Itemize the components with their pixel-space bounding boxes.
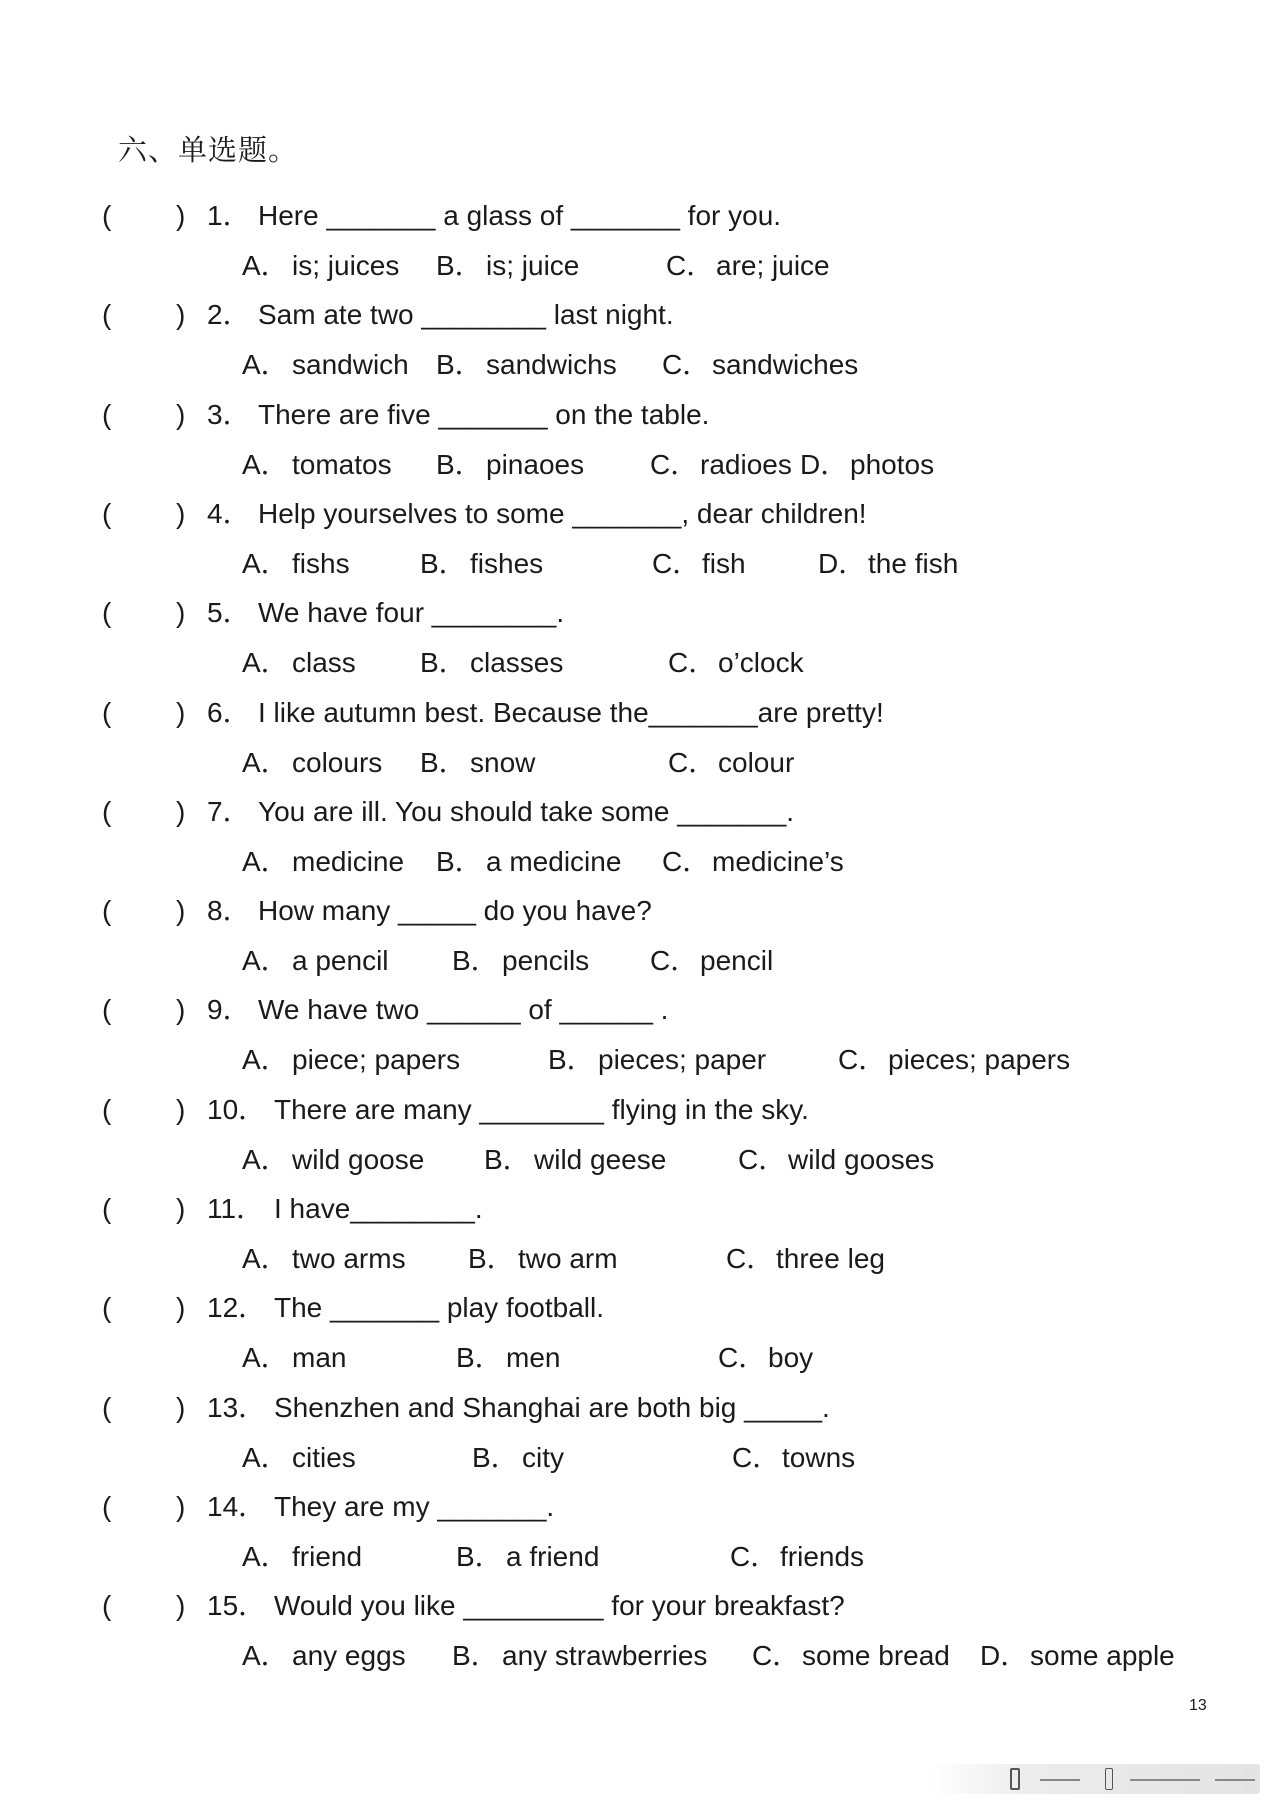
answer-paren-open: ( — [102, 1590, 112, 1622]
option-letter: B． — [420, 547, 467, 579]
toolbar-divider — [1215, 1779, 1255, 1781]
answer-option — [662, 842, 844, 882]
option-letter: B． — [456, 1540, 503, 1572]
option-letter: C． — [726, 1243, 775, 1274]
answer-option — [456, 1537, 599, 1577]
option-letter: B． — [436, 250, 483, 281]
option-letter: C． — [752, 1640, 801, 1672]
answer-option — [242, 345, 409, 385]
option-text: classes — [470, 647, 564, 679]
option-text: friends — [780, 1540, 865, 1572]
option-text: friend — [292, 1540, 363, 1572]
option-letter: C． — [668, 647, 717, 679]
question-number: 11． — [207, 1193, 265, 1224]
answer-option — [752, 1636, 950, 1676]
answer-paren-close: ) — [176, 895, 186, 927]
answer-paren-open: ( — [102, 895, 112, 927]
answer-option — [420, 544, 543, 584]
answer-option — [242, 1438, 356, 1478]
question-text: I like autumn best. Because the_______are pretty! — [258, 696, 884, 728]
question-text: How many _____ do you have? — [258, 895, 652, 927]
answer-option — [800, 445, 934, 485]
option-text: fish — [702, 547, 746, 579]
answer-option — [548, 1040, 766, 1080]
question-number: 2． — [207, 299, 251, 331]
option-letter: B． — [456, 1342, 503, 1374]
option-letter: B． — [436, 349, 483, 381]
option-text: any eggs — [292, 1640, 406, 1672]
option-text: some apple — [1030, 1640, 1175, 1672]
answer-paren-close: ) — [176, 200, 186, 231]
option-letter: B． — [468, 1243, 515, 1274]
answer-option — [436, 345, 617, 385]
answer-option — [242, 743, 382, 783]
answer-option — [468, 1239, 618, 1279]
option-letter: C． — [650, 448, 699, 480]
option-letter: C． — [662, 349, 711, 381]
answer-option — [980, 1636, 1175, 1676]
option-letter: A． — [242, 547, 289, 579]
option-letter: B． — [484, 1143, 531, 1175]
option-text: is; juices — [292, 250, 400, 281]
option-text: boy — [768, 1342, 814, 1374]
answer-paren-open: ( — [102, 1093, 112, 1125]
option-letter: A． — [242, 845, 289, 877]
option-text: fishs — [292, 547, 350, 579]
option-text: medicine’s — [712, 845, 844, 877]
answer-option — [452, 1636, 707, 1676]
option-text: is; juice — [486, 250, 580, 281]
option-text: wild gooses — [788, 1143, 935, 1175]
answer-paren-close: ) — [176, 994, 186, 1026]
option-text: colour — [718, 746, 795, 778]
answer-option — [242, 842, 404, 882]
question-number: 7． — [207, 795, 251, 827]
scroll-handle-icon[interactable] — [1105, 1768, 1113, 1790]
answer-option — [732, 1438, 855, 1478]
option-letter: C． — [652, 547, 701, 579]
answer-paren-open: ( — [102, 299, 112, 331]
answer-option — [666, 246, 830, 286]
question-text: The _______ play football. — [274, 1292, 605, 1324]
answer-paren-close: ) — [176, 1292, 186, 1324]
answer-option — [452, 941, 589, 981]
question-number: 5． — [207, 597, 251, 629]
option-text: man — [292, 1342, 347, 1374]
answer-paren-close: ) — [176, 795, 186, 827]
answer-paren-close: ) — [176, 497, 186, 529]
answer-option — [838, 1040, 1070, 1080]
answer-paren-open: ( — [102, 200, 112, 231]
option-letter: B． — [452, 1640, 499, 1672]
answer-option — [242, 246, 399, 286]
option-letter: B． — [420, 746, 467, 778]
option-text: class — [292, 647, 356, 679]
answer-option — [650, 941, 773, 981]
answer-paren-close: ) — [176, 299, 186, 331]
option-letter: A． — [242, 250, 289, 281]
option-letter: A． — [242, 1640, 289, 1672]
answer-option — [662, 345, 858, 385]
option-text: pencils — [502, 945, 590, 977]
answer-paren-close: ) — [176, 597, 186, 629]
option-text: piece; papers — [292, 1044, 461, 1076]
answer-paren-open: ( — [102, 597, 112, 629]
question-text: There are five _______ on the table. — [258, 398, 710, 430]
answer-option — [484, 1140, 666, 1180]
option-letter: B． — [472, 1441, 519, 1473]
option-letter: A． — [242, 1243, 289, 1274]
option-text: colours — [292, 746, 383, 778]
answer-paren-open: ( — [102, 1391, 112, 1423]
question-text: Here _______ a glass of _______ for you. — [258, 200, 782, 231]
option-letter: B． — [436, 448, 483, 480]
question-number: 8． — [207, 895, 251, 927]
option-letter: B． — [452, 945, 499, 977]
question-number: 9． — [207, 994, 251, 1026]
option-letter: C． — [666, 250, 715, 281]
question-text: We have four ________. — [258, 597, 565, 629]
answer-option — [456, 1338, 560, 1378]
answer-paren-close: ) — [176, 1590, 186, 1622]
answer-paren-close: ) — [176, 696, 186, 728]
option-text: radioes — [700, 448, 792, 480]
option-text: pieces; papers — [888, 1044, 1071, 1076]
option-text: snow — [470, 746, 536, 778]
answer-option — [668, 743, 794, 783]
option-letter: A． — [242, 349, 289, 381]
option-text: pieces; paper — [598, 1044, 767, 1076]
option-letter: C． — [732, 1441, 781, 1473]
question-text: They are my _______. — [274, 1490, 555, 1522]
option-letter: D． — [800, 448, 849, 480]
page-view-icon[interactable] — [1010, 1768, 1020, 1790]
option-text: sandwich — [292, 349, 409, 381]
question-number: 3． — [207, 398, 251, 430]
option-letter: A． — [242, 746, 289, 778]
answer-option — [726, 1239, 885, 1279]
question-text: Shenzhen and Shanghai are both big _____. — [274, 1391, 830, 1423]
question-number: 12． — [207, 1292, 267, 1324]
option-text: medicine — [292, 845, 405, 877]
option-letter: A． — [242, 1441, 289, 1473]
option-letter: B． — [436, 845, 483, 877]
question-number: 4． — [207, 497, 251, 529]
answer-paren-open: ( — [102, 994, 112, 1026]
answer-option — [652, 544, 746, 584]
option-letter: C． — [650, 945, 699, 977]
answer-option — [436, 842, 621, 882]
option-text: two arm — [518, 1243, 618, 1274]
answer-paren-close: ) — [176, 1391, 186, 1423]
answer-option — [420, 743, 535, 783]
option-text: city — [522, 1441, 564, 1473]
answer-paren-open: ( — [102, 795, 112, 827]
answer-option — [242, 1636, 406, 1676]
option-text: sandwiches — [712, 349, 859, 381]
answer-option — [738, 1140, 934, 1180]
question-number: 13． — [207, 1391, 267, 1423]
answer-paren-open: ( — [102, 696, 112, 728]
question-number: 15． — [207, 1590, 267, 1622]
option-text: wild geese — [534, 1143, 667, 1175]
question-text: Would you like _________ for your breakfast? — [274, 1590, 845, 1622]
section-heading: 六、单选题。 — [118, 135, 299, 167]
answer-paren-open: ( — [102, 1292, 112, 1324]
option-text: some bread — [802, 1640, 950, 1672]
option-letter: A． — [242, 448, 289, 480]
answer-option — [472, 1438, 564, 1478]
option-text: any strawberries — [502, 1640, 708, 1672]
answer-paren-open: ( — [102, 1490, 112, 1522]
option-letter: A． — [242, 1540, 289, 1572]
answer-option — [242, 1140, 424, 1180]
option-text: men — [506, 1342, 561, 1374]
answer-option — [420, 643, 563, 683]
answer-paren-close: ) — [176, 1490, 186, 1522]
option-letter: D． — [980, 1640, 1029, 1672]
question-text: Help yourselves to some _______, dear children! — [258, 497, 867, 529]
question-text: There are many ________ flying in the sky. — [274, 1093, 809, 1125]
answer-option — [242, 1040, 460, 1080]
option-letter: A． — [242, 1044, 289, 1076]
toolbar-divider — [1040, 1779, 1080, 1781]
option-letter: C． — [838, 1044, 887, 1076]
answer-option — [818, 544, 958, 584]
option-letter: C． — [662, 845, 711, 877]
answer-option — [242, 1537, 362, 1577]
option-letter: C． — [730, 1540, 779, 1572]
option-text: tomatos — [292, 448, 392, 480]
answer-option — [668, 643, 804, 683]
option-letter: B． — [420, 647, 467, 679]
option-text: three leg — [776, 1243, 885, 1274]
answer-option — [436, 246, 579, 286]
toolbar-divider — [1130, 1779, 1200, 1781]
option-text: cities — [292, 1441, 356, 1473]
option-text: a friend — [506, 1540, 600, 1572]
option-text: two arms — [292, 1243, 406, 1274]
option-text: the fish — [868, 547, 959, 579]
answer-option — [242, 445, 392, 485]
option-text: a pencil — [292, 945, 389, 977]
option-text: fishes — [470, 547, 544, 579]
answer-paren-open: ( — [102, 398, 112, 430]
option-text: pinaoes — [486, 448, 585, 480]
answer-option — [730, 1537, 864, 1577]
option-letter: A． — [242, 1342, 289, 1374]
answer-paren-close: ) — [176, 1093, 186, 1125]
answer-option — [242, 941, 389, 981]
question-text: I have________. — [274, 1193, 483, 1224]
answer-option — [436, 445, 584, 485]
question-text: We have two ______ of ______ . — [258, 994, 669, 1026]
option-text: sandwichs — [486, 349, 617, 381]
question-number: 10． — [207, 1093, 267, 1125]
option-letter: A． — [242, 945, 289, 977]
page-number: 13 — [1189, 1697, 1207, 1714]
option-letter: D． — [818, 547, 867, 579]
option-letter: C． — [668, 746, 717, 778]
answer-option — [242, 643, 356, 683]
answer-paren-open: ( — [102, 497, 112, 529]
option-text: wild goose — [292, 1143, 425, 1175]
option-text: photos — [850, 448, 935, 480]
question-number: 14． — [207, 1490, 267, 1522]
answer-option — [242, 1239, 406, 1279]
answer-option — [242, 1338, 346, 1378]
option-text: towns — [782, 1441, 856, 1473]
option-text: a medicine — [486, 845, 622, 877]
option-text: pencil — [700, 945, 774, 977]
answer-paren-close: ) — [176, 1193, 186, 1224]
answer-option — [650, 445, 792, 485]
answer-paren-open: ( — [102, 1193, 112, 1224]
answer-paren-close: ) — [176, 398, 186, 430]
option-text: are; juice — [716, 250, 830, 281]
option-letter: C． — [738, 1143, 787, 1175]
question-text: You are ill. You should take some _______. — [258, 795, 795, 827]
option-text: o’clock — [718, 647, 804, 679]
option-letter: B． — [548, 1044, 595, 1076]
answer-option — [242, 544, 350, 584]
option-letter: C． — [718, 1342, 767, 1374]
option-letter: A． — [242, 647, 289, 679]
viewer-toolbar — [930, 1764, 1260, 1794]
question-text: Sam ate two ________ last night. — [258, 299, 674, 331]
answer-option — [718, 1338, 813, 1378]
question-number: 6． — [207, 696, 251, 728]
question-number: 1． — [207, 200, 251, 231]
option-letter: A． — [242, 1143, 289, 1175]
